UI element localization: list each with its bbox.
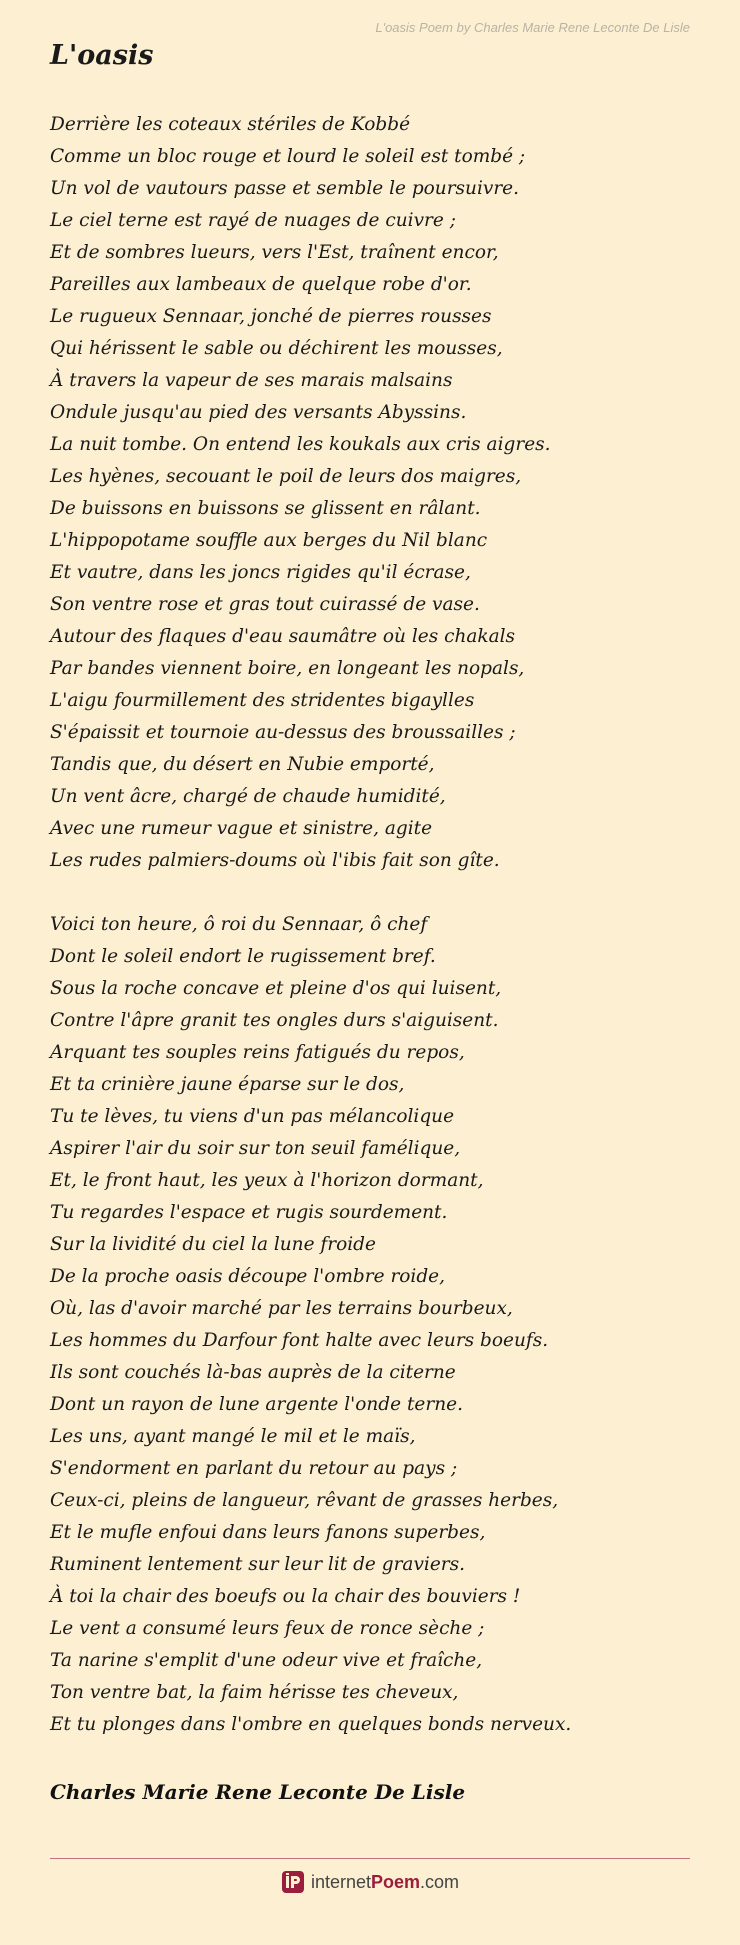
verse-line: À toi la chair des boeufs ou la chair des bouviers ! [50, 1586, 521, 1607]
verse-line: Un vol de vautours passe et semble le poursuivre. [50, 178, 520, 199]
verse-line: Contre l'âpre granit tes ongles durs s'aiguisent. [50, 1010, 499, 1031]
verse-line: Par bandes viennent boire, en longeant les nopals, [50, 658, 525, 679]
verse-line: De la proche oasis découpe l'ombre roide, [50, 1266, 446, 1287]
verse-line: Ondule jusqu'au pied des versants Abyssins. [50, 402, 467, 423]
header-credit: L'oasis Poem by Charles Marie Rene Leconte De Lisle [375, 20, 690, 35]
verse-line: Le ciel terne est rayé de nuages de cuivre ; [50, 210, 456, 231]
footer-brand-link[interactable] [0, 1870, 740, 1894]
brand-text-com: .com [420, 1871, 460, 1892]
verse-line: Pareilles aux lambeaux de quelque robe d'or. [50, 274, 472, 295]
verse-line: Et tu plonges dans l'ombre en quelques bonds nerveux. [50, 1714, 572, 1735]
poem-title: L'oasis [50, 40, 154, 71]
poem-author: Charles Marie Rene Leconte De Lisle [50, 1780, 466, 1804]
verse-line: À travers la vapeur de ses marais malsains [50, 370, 453, 391]
verse-line: Un vent âcre, chargé de chaude humidité, [50, 786, 446, 807]
internetpoem-logo-icon [281, 1870, 305, 1894]
stanza [50, 909, 700, 1741]
verse-line: Tu te lèves, tu viens d'un pas mélancolique [50, 1106, 455, 1127]
poem-body [50, 109, 700, 1741]
verse-line: Tandis que, du désert en Nubie emporté, [50, 754, 435, 775]
verse-line: Avec une rumeur vague et sinistre, agite [50, 818, 433, 839]
verse-line: Et ta crinière jaune éparse sur le dos, [50, 1074, 405, 1095]
verse-line: Ruminent lentement sur leur lit de graviers. [50, 1554, 465, 1575]
verse-line: Les uns, ayant mangé le mil et le maïs, [50, 1426, 416, 1447]
verse-line: Ton ventre bat, la faim hérisse tes cheveux, [50, 1682, 459, 1703]
verse-line: Sous la roche concave et pleine d'os qui luisent, [50, 978, 502, 999]
verse-line: S'endorment en parlant du retour au pays ; [50, 1458, 458, 1479]
verse-line: Ils sont couchés là-bas auprès de la citerne [50, 1362, 456, 1383]
verse-line: Le vent a consumé leurs feux de ronce sèche ; [50, 1618, 485, 1639]
verse-line: Et de sombres lueurs, vers l'Est, traînent encor, [50, 242, 499, 263]
stanza [50, 109, 700, 877]
verse-line: Ta narine s'emplit d'une odeur vive et fraîche, [50, 1650, 483, 1671]
verse-line: Voici ton heure, ô roi du Sennaar, ô chef [50, 914, 428, 935]
verse-line: De buissons en buissons se glissent en râlant. [50, 498, 481, 519]
verse-line: Le rugueux Sennaar, jonché de pierres rousses [50, 306, 492, 327]
verse-line: Dont un rayon de lune argente l'onde terne. [50, 1394, 463, 1415]
verse-line: Où, las d'avoir marché par les terrains bourbeux, [50, 1298, 513, 1319]
verse-line: Qui hérissent le sable ou déchirent les mousses, [50, 338, 503, 359]
verse-line: La nuit tombe. On entend les koukals aux cris aigres. [50, 434, 551, 455]
verse-line: Les hommes du Darfour font halte avec leurs boeufs. [50, 1330, 549, 1351]
verse-line: Les hyènes, secouant le poil de leurs dos maigres, [50, 466, 522, 487]
verse-line: L'aigu fourmillement des stridentes bigaylles [50, 690, 475, 711]
verse-line: Et vautre, dans les joncs rigides qu'il écrase, [50, 562, 471, 583]
verse-line: Autour des flaques d'eau saumâtre où les chakals [50, 626, 516, 647]
verse-line: Ceux-ci, pleins de langueur, rêvant de grasses herbes, [50, 1490, 559, 1511]
verse-line: Aspirer l'air du soir sur ton seuil famélique, [50, 1138, 461, 1159]
verse-line: Dont le soleil endort le rugissement bref. [50, 946, 436, 967]
verse-line: Les rudes palmiers-doums où l'ibis fait son gîte. [50, 850, 500, 871]
verse-line: L'hippopotame souffle aux berges du Nil blanc [50, 530, 488, 551]
verse-line: Tu regardes l'espace et rugis sourdement. [50, 1202, 448, 1223]
verse-line: Et le mufle enfoui dans leurs fanons superbes, [50, 1522, 486, 1543]
verse-line: Derrière les coteaux stériles de Kobbé [50, 114, 411, 135]
verse-line: Sur la lividité du ciel la lune froide [50, 1234, 376, 1255]
verse-line: Son ventre rose et gras tout cuirassé de vase. [50, 594, 480, 615]
footer-divider [50, 1858, 690, 1859]
brand-text-internet: internet [310, 1871, 371, 1892]
verse-line: Arquant tes souples reins fatigués du repos, [50, 1042, 465, 1063]
verse-line: S'épaissit et tournoie au-dessus des broussailles ; [50, 722, 516, 743]
verse-line: Comme un bloc rouge et lourd le soleil est tombé ; [50, 146, 526, 167]
brand-text-poem: Poem [371, 1871, 421, 1892]
verse-line: Et, le front haut, les yeux à l'horizon dormant, [50, 1170, 484, 1191]
